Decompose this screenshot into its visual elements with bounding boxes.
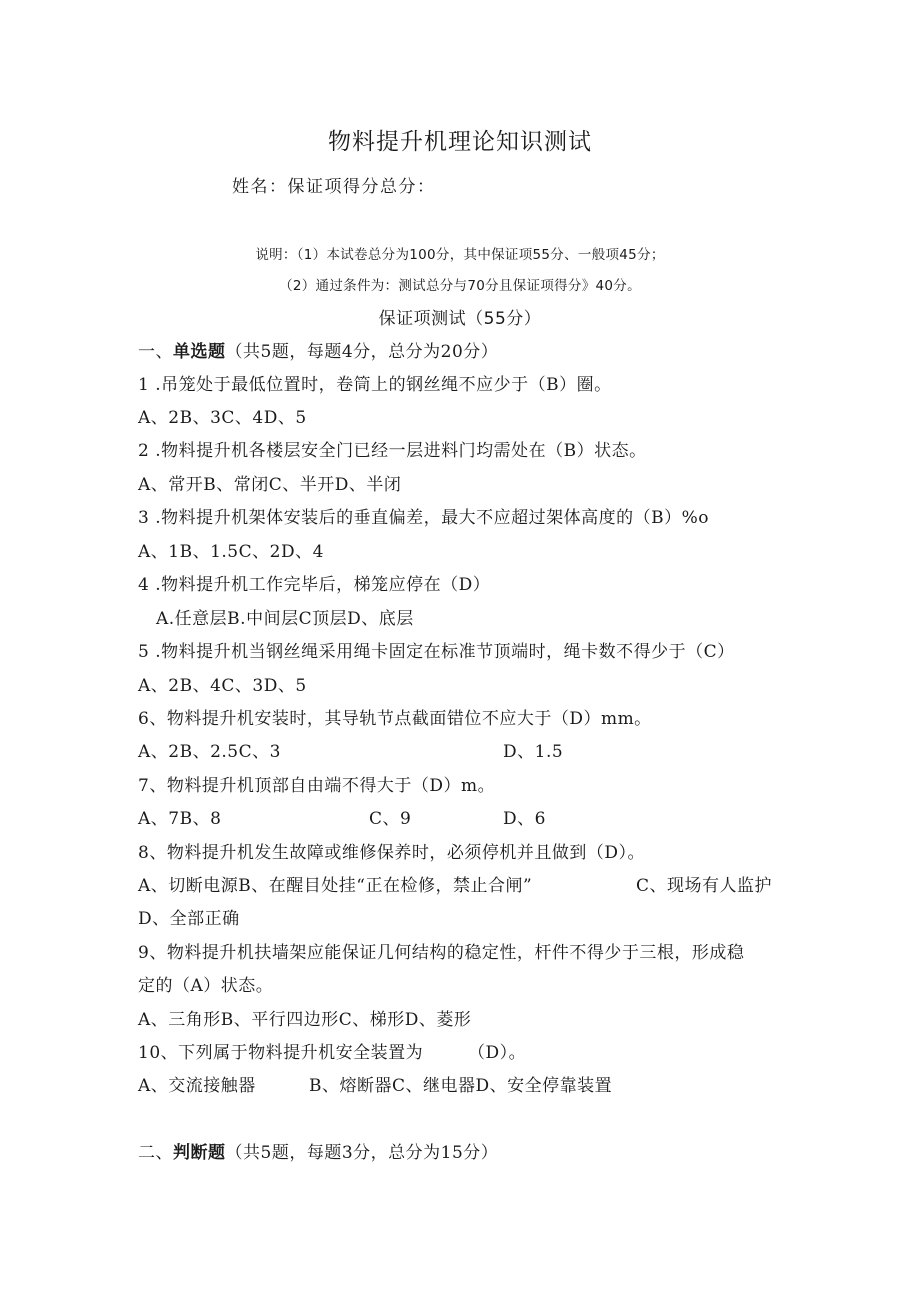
section-2-title: 判断题 xyxy=(173,1143,226,1163)
section-subtitle: 保证项测试（55分） xyxy=(378,309,542,329)
question-9-continued: 定的（A）状态。 xyxy=(138,976,274,996)
question-3-options: A、1B、1.5C、2D、4 xyxy=(138,542,324,562)
question-8-options-d: D、全部正确 xyxy=(138,909,240,929)
section-1-detail: （共5题，每题4分，总分为20分） xyxy=(225,342,499,362)
question-7-options-d: D、6 xyxy=(503,809,546,829)
question-10: 10、下列属于物料提升机安全装置为 xyxy=(138,1043,424,1063)
question-10-options-a: A、交流接触器 xyxy=(138,1076,256,1096)
section-1-heading xyxy=(138,341,498,363)
question-9-options: A、三角形B、平行四边形C、梯形D、菱形 xyxy=(138,1010,472,1030)
question-7-options-a: A、7B、8 xyxy=(138,809,222,829)
instructions-line-1: 说明：（1）本试卷总分为100分，其中保证项55分、一般项45分； xyxy=(255,247,665,263)
section-2-prefix: 二、 xyxy=(138,1143,173,1163)
section-1-title: 单选题 xyxy=(173,342,226,362)
question-1-options: A、2B、3C、4D、5 xyxy=(138,408,307,428)
question-10-answer: （D）。 xyxy=(468,1043,527,1063)
question-9: 9、物料提升机扶墙架应能保证几何结构的稳定性，杆件不得少于三根，形成稳 xyxy=(138,943,745,963)
question-6: 6、物料提升机安装时，其导轨节点截面错位不应大于（D）mm。 xyxy=(138,709,652,729)
question-8-options-ab: A、切断电源B、在醒目处挂“正在检修，禁止合闸” xyxy=(138,876,533,896)
question-7-options-c: C、9 xyxy=(369,809,412,829)
question-8-options-c: C、现场有人监护 xyxy=(636,876,773,896)
question-1: 1 .吊笼处于最低位置时，卷筒上的钢丝绳不应少于（B）圈。 xyxy=(138,375,612,395)
question-8: 8、物料提升机发生故障或维修保养时，必须停机并且做到（D）。 xyxy=(138,843,645,863)
question-6-options-d: D、1.5 xyxy=(503,742,564,762)
question-7: 7、物料提升机顶部自由端不得大于（D）m。 xyxy=(138,776,496,796)
question-6-options-a: A、2B、2.5C、3 xyxy=(138,742,281,762)
instructions-line-2: （2）通过条件为：测试总分与70分且保证项得分》40分。 xyxy=(279,278,641,294)
question-4-options: A.任意层B.中间层C顶层D、底层 xyxy=(156,609,414,629)
page-title: 物料提升机理论知识测试 xyxy=(328,129,592,155)
question-4: 4 .物料提升机工作完毕后，梯笼应停在（D） xyxy=(138,575,491,595)
question-10-options-bcd: B、熔断器C、继电器D、安全停靠装置 xyxy=(309,1076,613,1096)
question-5: 5 .物料提升机当钢丝绳采用绳卡固定在标准节顶端时，绳卡数不得少于（C） xyxy=(138,642,735,662)
question-2-options: A、常开B、常闭C、半开D、半闭 xyxy=(138,475,402,495)
section-2-heading xyxy=(138,1142,498,1164)
question-2: 2 .物料提升机各楼层安全门已经一层进料门均需处在（B）状态。 xyxy=(138,441,647,461)
section-2-detail: （共5题，每题3分，总分为15分） xyxy=(225,1143,499,1163)
section-1-prefix: 一、 xyxy=(138,342,173,362)
question-3: 3 .物料提升机架体安装后的垂直偏差，最大不应超过架体高度的（B）%o xyxy=(138,508,710,528)
question-5-options: A、2B、4C、3D、5 xyxy=(138,676,307,696)
name-score-line: 姓名：保证项得分总分： xyxy=(232,177,436,197)
